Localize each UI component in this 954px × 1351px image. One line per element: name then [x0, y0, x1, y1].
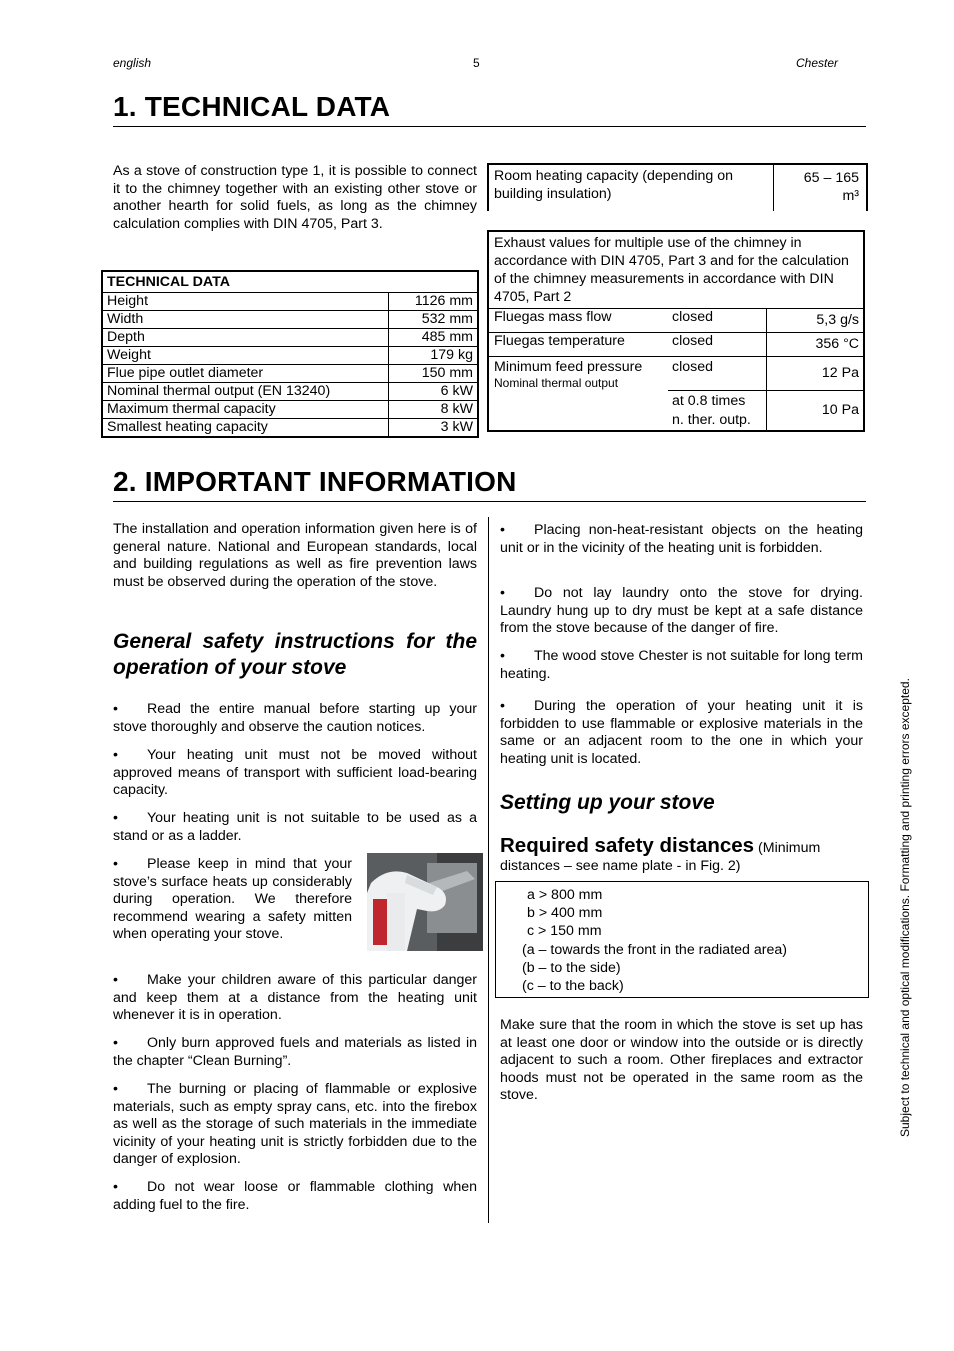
table-cell: 5,3 g/s: [767, 309, 865, 333]
cell-divider: [773, 165, 774, 211]
room-note: Make sure that the room in which the stove is set up has at least one door or window into the outside or is directly adjacent to such a room. Other fireplaces and extractor hoods must not be operated in the same room as the stove.: [500, 1017, 863, 1104]
table-cell: [488, 357, 668, 391]
legend-c: (c – to the back): [522, 978, 624, 994]
list-item: • During the operation of your heating unit it is forbidden to use flammable or explosive materials in the same or an adjacent room to the one in which your heating unit is located.: [500, 698, 863, 767]
table-cell: closed: [668, 357, 767, 391]
table-cell: 1126 mm: [389, 293, 479, 311]
table-cell: Depth: [102, 329, 389, 347]
table-cell: Flue pipe outlet diameter: [102, 365, 389, 383]
column-divider: [488, 517, 489, 1223]
list-item: • Do not wear loose or flammable clothing when adding fuel to the fire.: [113, 1179, 477, 1213]
table-cell: 150 mm: [389, 365, 479, 383]
section-title-technical-data: 1. TECHNICAL DATA: [113, 91, 391, 122]
table-cell: 6 kW: [389, 383, 479, 401]
table-cell: 179 kg: [389, 347, 479, 365]
table-cell: Weight: [102, 347, 389, 365]
table-cell: 532 mm: [389, 311, 479, 329]
distances-heading-block: [500, 834, 866, 875]
table-cell: Nominal thermal output (EN 13240): [102, 383, 389, 401]
page-number: 5: [473, 56, 480, 70]
list-item: • The burning or placing of flammable or explosive materials, such as empty spray cans, etc. into the firebox as well as the storage of such materials in the immediate vicinity of your heating unit is strictly forbidden due to the danger of explosion.: [113, 1081, 477, 1168]
header-language: english: [113, 56, 152, 70]
legend-a: (a – towards the front in the radiated area): [522, 942, 787, 958]
distance-b: b > 400 mm: [527, 905, 603, 921]
list-item: • The wood stove Chester is not suitable for long term heating.: [500, 648, 863, 682]
info-intro: The installation and operation information given here is of general nature. National and European standards, local and building regulations as well as fire prevention laws must be observed during the operation of the stove.: [113, 521, 477, 590]
exhaust-values-table: [487, 230, 865, 432]
table-cell: Fluegas temperature: [488, 333, 668, 357]
distance-c: c > 150 mm: [527, 923, 602, 939]
room-heating-unit: m³: [842, 188, 859, 204]
table-cell: Maximum thermal capacity: [102, 401, 389, 419]
table-cell: closed: [668, 309, 767, 333]
table-cell: [488, 390, 668, 431]
distances-box: [495, 881, 869, 998]
list-item: • Only burn approved fuels and materials as listed in the chapter “Clean Burning”.: [113, 1035, 477, 1069]
legend-b: (b – to the side): [522, 960, 621, 976]
exhaust-heading: Exhaust values for multiple use of the chimney in accordance with DIN 4705, Part 3 and for the calculation of the chimney measurements in accordance with DIN 4705, Part 2: [488, 231, 864, 309]
distances-note: (Minimum distances – see name plate - in Fig. 2): [500, 840, 821, 874]
distance-a: a > 800 mm: [527, 887, 603, 903]
list-item: • Please keep in mind that your stove’s surface heats up considerably during operation. We therefore recommend wearing a safety mitten when operating your stove.: [113, 856, 352, 943]
table-cell: closed: [668, 333, 767, 357]
list-item: • Make your children aware of this particular danger and keep them at a distance from the heating unit whenever it is in operation.: [113, 972, 477, 1024]
side-note: Subject to technical and optical modifications. Formatting and printing errors excepted.: [898, 678, 912, 1137]
feed-condition-line1: at 0.8 times: [672, 392, 746, 409]
list-item: • Read the entire manual before starting up your stove thoroughly and observe the caution notices.: [113, 701, 477, 735]
table-cell: 3 kW: [389, 419, 479, 438]
list-item: • Your heating unit is not suitable to be used as a stand or as a ladder.: [113, 810, 477, 844]
list-item: • Placing non-heat-resistant objects on the heating unit or in the vicinity of the heating unit is forbidden.: [500, 522, 863, 556]
technical-data-table: [101, 270, 479, 438]
feed-condition-line2: n. ther. outp.: [672, 411, 751, 428]
safety-heading: General safety instructions for the operation of your stove: [113, 630, 477, 679]
room-heating-value: 65 – 165: [803, 170, 859, 186]
feed-pressure-sublabel: Nominal thermal output: [494, 376, 619, 390]
section-rule: [113, 501, 866, 502]
room-heating-label: Room heating capacity (depending on building insulation): [494, 168, 733, 202]
room-heating-table: [487, 163, 868, 211]
table-cell: 10 Pa: [767, 390, 865, 431]
distances-heading: Required safety distances: [500, 834, 755, 857]
feed-pressure-label: Minimum feed pressure: [494, 359, 643, 375]
header-model: Chester: [796, 56, 839, 70]
list-item: • Your heating unit must not be moved without approved means of transport with sufficient load-bearing capacity.: [113, 747, 477, 799]
table-cell: Fluegas mass flow: [488, 309, 668, 333]
table-cell: 485 mm: [389, 329, 479, 347]
safety-mitten-photo: [367, 853, 483, 951]
table-cell: Smallest heating capacity: [102, 419, 389, 438]
section-title-important-information: 2. IMPORTANT INFORMATION: [113, 466, 517, 497]
table-cell: 12 Pa: [767, 357, 865, 391]
list-item: • Do not lay laundry onto the stove for drying. Laundry hung up to dry must be kept at a safe distance from the stove because of the danger of fire.: [500, 585, 863, 637]
table-cell: 356 °C: [767, 333, 865, 357]
table-cell: Width: [102, 311, 389, 329]
intro-paragraph: As a stove of construction type 1, it is possible to connect it to the chimney together with an existing other stove or another hearth for solid fuels, as long as the chimney calculation complies with DIN 4705, Part 3.: [113, 163, 477, 232]
table-cell: Height: [102, 293, 389, 311]
section-rule: [113, 126, 866, 127]
table-heading: TECHNICAL DATA: [102, 271, 478, 293]
table-cell: 8 kW: [389, 401, 479, 419]
setup-heading: Setting up your stove: [500, 791, 715, 814]
safety-mitten-image: [367, 853, 483, 951]
table-cell: [668, 390, 767, 431]
